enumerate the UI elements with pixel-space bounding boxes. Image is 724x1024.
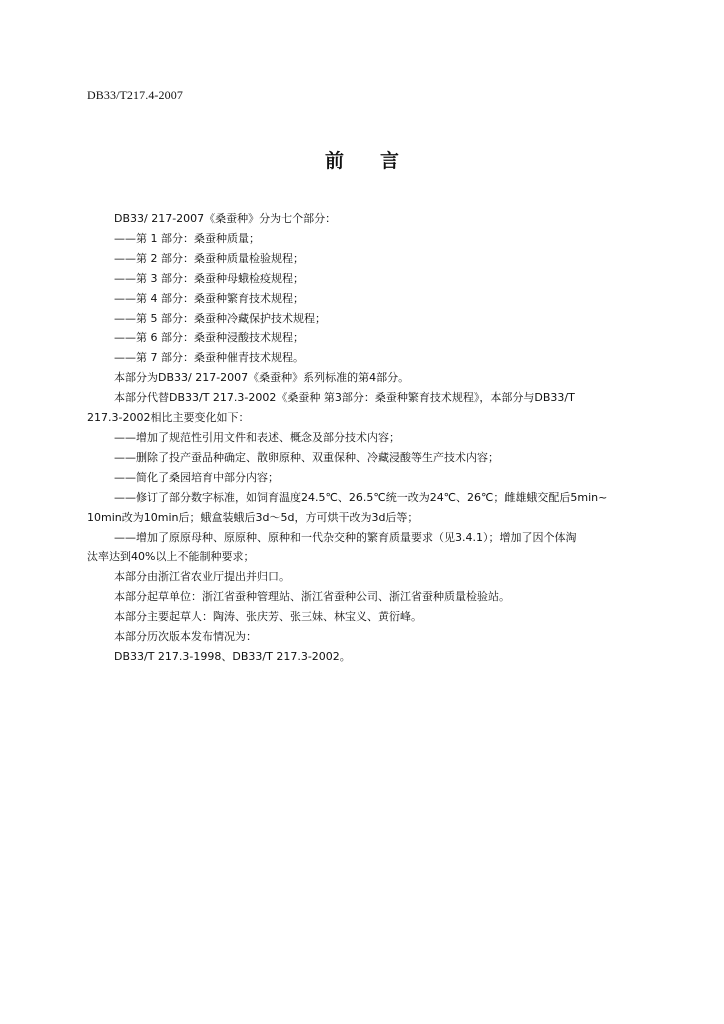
paragraph-line: ——第 2 部分：桑蚕种质量检验规程； — [114, 251, 304, 265]
paragraph-line: 本部分主要起草人：陶涛、张庆芳、张三妹、林宝义、黄衍峰。 — [114, 610, 422, 624]
paragraph-line: ——第 7 部分：桑蚕种催青技术规程。 — [114, 351, 304, 365]
paragraph-line: ——增加了规范性引用文件和表述、概念及部分技术内容； — [114, 430, 400, 444]
document-code: DB33/T217.4-2007 — [87, 88, 183, 102]
paragraph-line: 10min改为10min后；蛾盒装蛾后3d～5d，方可烘干改为3d后等； — [87, 510, 419, 524]
paragraph-line: 本部分为DB33/ 217-2007《桑蚕种》系列标准的第4部分。 — [114, 371, 410, 385]
paragraph-line: 217.3-2002相比主要变化如下： — [87, 411, 250, 425]
paragraph-line: ——第 6 部分：桑蚕种浸酸技术规程； — [114, 331, 304, 345]
paragraph-line: ——第 5 部分：桑蚕种冷藏保护技术规程； — [114, 311, 326, 325]
paragraph-line: 本部分起草单位：浙江省蚕种管理站、浙江省蚕种公司、浙江省蚕种质量检验站。 — [114, 590, 510, 604]
paragraph-line: 汰率达到40%以上不能制种要求； — [87, 550, 255, 564]
paragraph-line: ——增加了原原母种、原原种、原种和一代杂交种的繁育质量要求（见3.4.1）；增加了因个体淘 — [114, 530, 577, 544]
foreword-body — [87, 209, 657, 667]
paragraph-line: DB33/T 217.3-1998、DB33/T 217.3-2002。 — [114, 649, 351, 663]
paragraph-line: ——修订了部分数字标准，如饲育温度24.5℃、26.5℃统一改为24℃、26℃；雌雄蛾交配后5min~ — [114, 490, 608, 504]
paragraph-line: DB33/ 217-2007《桑蚕种》分为七个部分： — [114, 212, 337, 225]
paragraph-line: 本部分由浙江省农业厅提出并归口。 — [114, 570, 290, 584]
paragraph-line: ——第 3 部分：桑蚕种母蛾检疫规程； — [114, 271, 304, 285]
paragraph-line: ——第 4 部分：桑蚕种繁育技术规程； — [114, 291, 304, 305]
title-char-1: 前 — [324, 150, 344, 172]
paragraph-line: ——简化了桑园培育中部分内容； — [114, 470, 279, 484]
paragraph-line: 本部分代替DB33/T 217.3-2002《桑蚕种 第3部分：桑蚕种繁育技术规程》，本部分与DB33/T — [114, 391, 575, 405]
paragraph-line: ——第 1 部分：桑蚕种质量； — [114, 231, 260, 245]
page-title — [0, 146, 724, 173]
paragraph-line: 本部分历次版本发布情况为： — [114, 630, 257, 644]
title-char-2: 言 — [380, 150, 400, 172]
paragraph-line: ——删除了投产蚕品种确定、散卵原种、双重保种、冷藏浸酸等生产技术内容； — [114, 450, 499, 464]
